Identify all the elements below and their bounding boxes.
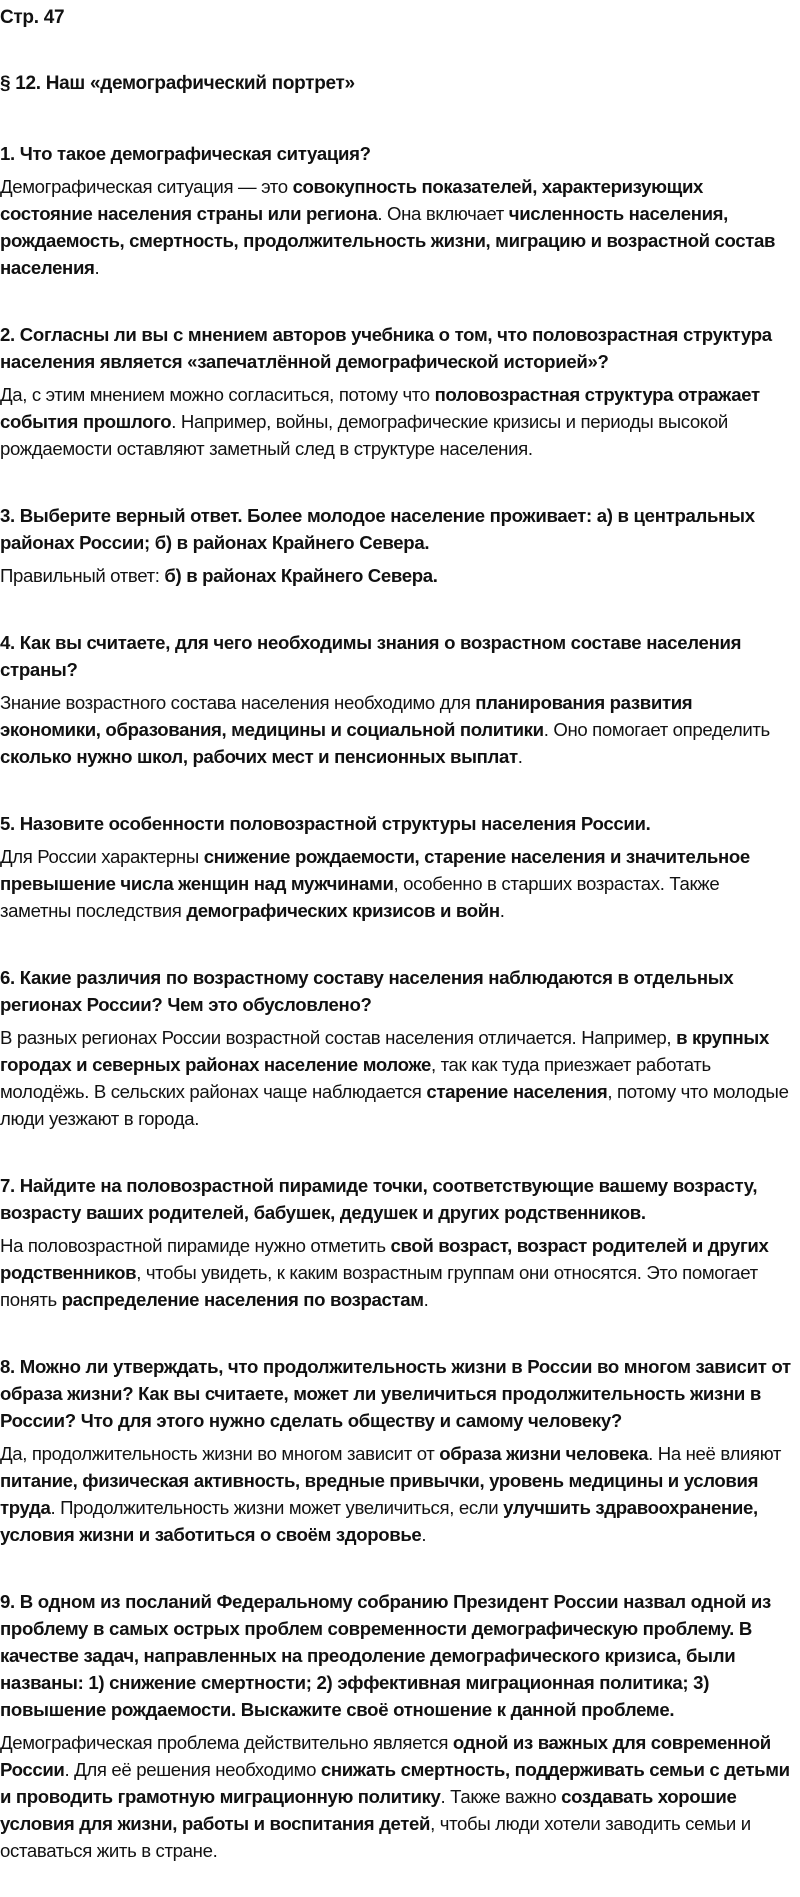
answer-text (0, 689, 795, 770)
answer-segment: Правильный ответ: (0, 565, 165, 586)
answer-highlight: сколько нужно школ, рабочих мест и пенсионных выплат (0, 746, 518, 767)
question-text: 8. Можно ли утверждать, что продолжительность жизни в России во многом зависит от образа жизни? Как вы считаете, может ли увеличиться продолжительность жизни в России? Что для этого нужно сделать обществу и самому человеку? (0, 1356, 791, 1431)
qa-item (0, 1353, 795, 1548)
answer-segment: . На неё влияют (648, 1443, 782, 1464)
answer-highlight: старение населения (426, 1081, 608, 1102)
answer-segment: Для России характерны (0, 846, 204, 867)
answer-segment: . Также важно (440, 1786, 562, 1807)
answer-segment: Демографическая ситуация — это (0, 176, 293, 197)
question-text: 3. Выберите верный ответ. Более молодое население проживает: а) в центральных районах России; б) в районах Крайнего Севера. (0, 505, 755, 553)
qa-item (0, 1172, 795, 1313)
answer-segment: Знание возрастного состава населения необходимо для (0, 692, 476, 713)
answer-highlight: питание, физическая активность, вредные привычки, уровень медицины и условия труда (0, 1470, 759, 1518)
answer-text (0, 1440, 795, 1548)
answer-segment: , потому что молодые люди уезжают в города. (0, 1081, 789, 1129)
question-text: 4. Как вы считаете, для чего необходимы знания о возрастном составе населения страны? (0, 632, 742, 680)
qa-item (0, 629, 795, 770)
qa-list (0, 140, 795, 1864)
answer-segment: . Она включает (377, 203, 509, 224)
answer-text (0, 843, 795, 924)
answer-highlight: образа жизни человека (439, 1443, 649, 1464)
answer-segment: На половозрастной пирамиде нужно отметить (0, 1235, 391, 1256)
answer-segment: . (517, 746, 523, 767)
answer-text (0, 173, 795, 281)
answer-segment: , чтобы люди хотели заводить семьи и оставаться жить в стране. (0, 1813, 751, 1861)
answer-highlight: совокупность показателей, характеризующих состояние населения страны или региона (0, 176, 704, 224)
answer-segment: . Для её решения необходимо (64, 1759, 321, 1780)
page-label: Стр. 47 (0, 7, 65, 28)
qa-item (0, 964, 795, 1132)
qa-item (0, 140, 795, 281)
answer-highlight: половозрастная структура отражает события прошлого (0, 384, 760, 432)
section-title: § 12. Наш «демографический портрет» (0, 73, 355, 94)
answer-text (0, 1232, 795, 1313)
answer-highlight: численность населения, рождаемость, смертность, продолжительность жизни, миграцию и возрастной состав населения (0, 203, 776, 278)
answer-text (0, 381, 795, 462)
question-text: 5. Назовите особенности половозрастной структуры населения России. (0, 813, 651, 834)
answer-highlight: распределение населения по возрастам (61, 1289, 424, 1310)
answer-segment: . Оно помогает определить (543, 719, 770, 740)
answer-segment: , чтобы увидеть, к каким возрастным группам они относятся. Это помогает понять (0, 1262, 758, 1310)
answer-highlight: создавать хорошие условия для жизни, работы и воспитания детей (0, 1786, 737, 1834)
answer-segment: В разных регионах России возрастной состав населения отличается. Например, (0, 1027, 677, 1048)
answer-highlight: снижать смертность, поддерживать семьи с детьми и проводить грамотную миграционную политику (0, 1759, 790, 1807)
answer-segment: , так как туда приезжает работать молодёжь. В сельских районах чаще наблюдается (0, 1054, 711, 1102)
answer-highlight: снижение рождаемости, старение населения и значительное превышение числа женщин над мужчинами (0, 846, 750, 894)
qa-item (0, 1588, 795, 1864)
answer-segment: . (94, 257, 100, 278)
answer-segment: . Например, войны, демографические кризисы и периоды высокой рождаемости оставляют заметный след в структуре населения. (0, 411, 728, 459)
answer-highlight: планирования развития экономики, образования, медицины и социальной политики (0, 692, 693, 740)
answer-segment: . (499, 900, 505, 921)
answer-text (0, 1024, 795, 1132)
question-text: 1. Что такое демографическая ситуация? (0, 143, 371, 164)
answer-highlight: улучшить здравоохранение, условия жизни и заботиться о своём здоровье (0, 1497, 758, 1545)
answer-segment: Демографическая проблема действительно является (0, 1732, 453, 1753)
qa-item (0, 502, 795, 589)
qa-item (0, 321, 795, 462)
answer-segment: . (421, 1524, 427, 1545)
answer-segment: Да, с этим мнением можно согласиться, потому что (0, 384, 435, 405)
answer-segment: . (423, 1289, 429, 1310)
answer-highlight: демографических кризисов и войн (186, 900, 500, 921)
question-text: 9. В одном из посланий Федеральному собранию Президент России назвал одной из проблему в самых острых проблем современности демографическую проблему. В качестве задач, направленных на преодоление демографического кризиса, были названы: 1) снижение смертности; 2) эффективная миграционная политика; 3) повышение рождаемости. Выскажите своё отношение к данной проблеме. (0, 1591, 771, 1720)
qa-item (0, 810, 795, 924)
answer-text (0, 562, 795, 589)
answer-highlight: свой возраст, возраст родителей и других родственников (0, 1235, 769, 1283)
answer-segment: , особенно в старших возрастах. Также заметны последствия (0, 873, 720, 921)
question-text: 6. Какие различия по возрастному составу населения наблюдаются в отдельных регионах России? Чем это обусловлено? (0, 967, 734, 1015)
answer-segment: . Продолжительность жизни может увеличиться, если (50, 1497, 504, 1518)
answer-text (0, 1729, 795, 1864)
answer-highlight: в крупных городах и северных районах население моложе (0, 1027, 769, 1075)
answer-highlight: одной из важных для современной России (0, 1732, 771, 1780)
answer-segment: Да, продолжительность жизни во многом зависит от (0, 1443, 440, 1464)
question-text: 2. Согласны ли вы с мнением авторов учебника о том, что половозрастная структура населения является «запечатлённой демографической историей»? (0, 324, 772, 372)
answer-highlight: б) в районах Крайнего Севера. (164, 565, 438, 586)
question-text: 7. Найдите на половозрастной пирамиде точки, соответствующие вашему возрасту, возрасту ваших родителей, бабушек, дедушек и других родственников. (0, 1175, 758, 1223)
